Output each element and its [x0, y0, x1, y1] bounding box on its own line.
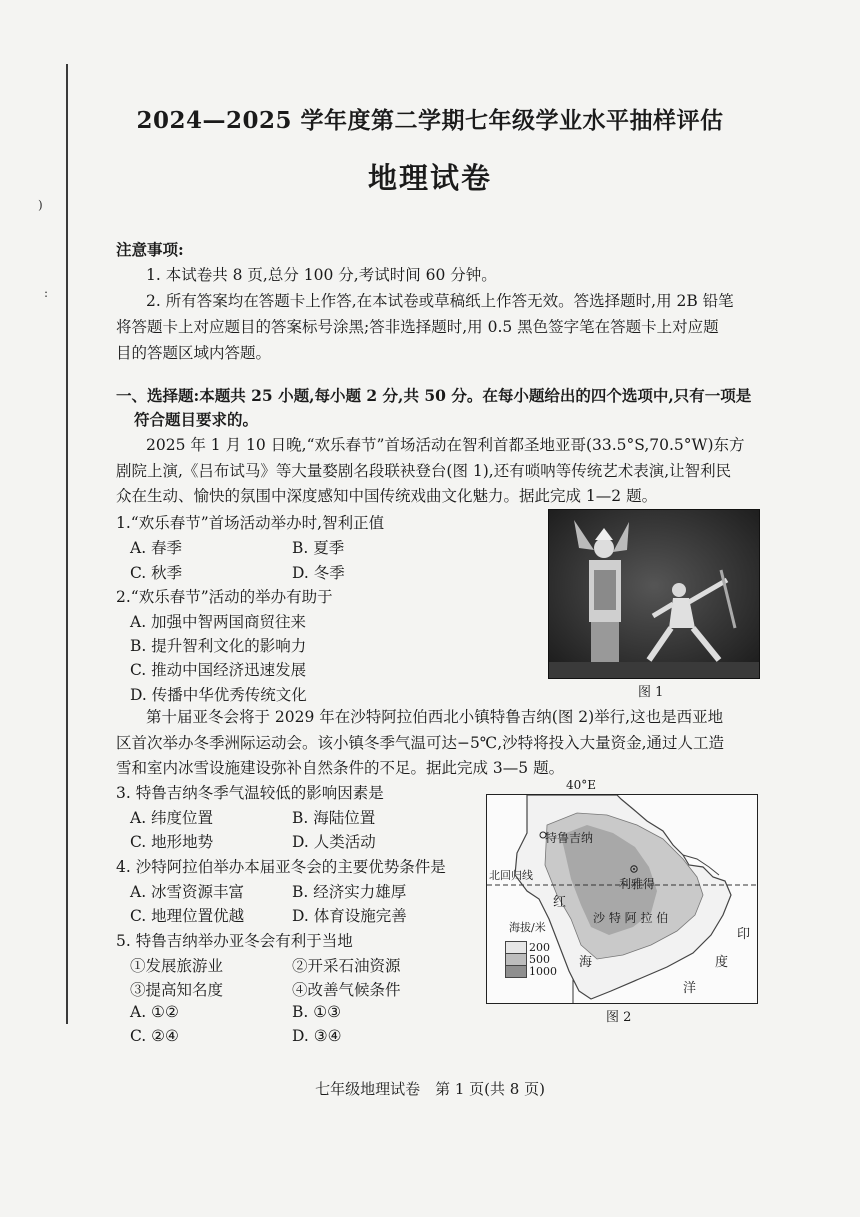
section-heading-cont: 符合题目要求的。: [134, 410, 259, 429]
passage-1-cont: 众在生动、愉快的氛围中深度感知中国传统戏曲文化魅力。据此完成 1—2 题。: [116, 487, 658, 505]
exam-subject: 地理试卷: [367, 161, 492, 195]
question-4-stem: 4. 沙特阿拉伯举办本届亚冬会的主要优势条件是: [116, 858, 446, 876]
question-5-option-a: A. ①②: [130, 1003, 179, 1021]
question-5-item-1: ①发展旅游业: [130, 957, 224, 975]
page-footer: 七年级地理试卷 第 1 页(共 8 页): [315, 1080, 545, 1098]
notice-heading: 注意事项:: [116, 240, 184, 259]
question-5-stem: 5. 特鲁吉纳举办亚冬会有利于当地: [116, 932, 353, 950]
question-5-item-2: ②开采石油资源: [292, 957, 401, 975]
question-4-option-c: C. 地理位置优越: [130, 907, 245, 925]
map-label-indian-ocean: 洋: [683, 981, 697, 996]
map-label-indian-ocean: 度: [715, 955, 729, 970]
question-1-option-a: A. 春季: [130, 539, 183, 557]
map-longitude-label: 40°E: [566, 778, 597, 792]
section-heading: 一、选择题:本题共 25 小题,每小题 2 分,共 50 分。在每小题给出的四个选项中,只有一项是: [116, 386, 752, 405]
map-label-indian-ocean: 印: [737, 927, 751, 942]
figure-2-caption: 图 2: [606, 1010, 632, 1025]
question-4-option-a: A. 冰雪资源丰富: [130, 883, 245, 901]
question-1-option-c: C. 秋季: [130, 564, 183, 582]
question-5-item-4: ④改善气候条件: [292, 981, 401, 999]
passage-2-cont: 区首次举办冬季洲际运动会。该小镇冬季气温可达−5℃,沙特将投入大量资金,通过人工造: [116, 734, 725, 752]
question-3-stem: 3. 特鲁吉纳冬季气温较低的影响因素是: [116, 784, 384, 802]
passage-1-cont: 剧院上演,《吕布试马》等大量婺剧名段联袂登台(图 1),还有唢呐等传统艺术表演,让智利民: [116, 462, 732, 480]
margin-mark: :: [44, 286, 49, 300]
question-2-option-d: D. 传播中华优秀传统文化: [130, 686, 307, 704]
question-1-option-b: B. 夏季: [292, 539, 345, 557]
passage-2-cont: 雪和室内冰雪设施建设弥补自然条件的不足。据此完成 3—5 题。: [116, 759, 565, 777]
question-3-option-a: A. 纬度位置: [130, 809, 214, 827]
question-2-option-b: B. 提升智利文化的影响力: [130, 637, 307, 655]
question-5-option-c: C. ②④: [130, 1027, 179, 1045]
question-3-option-c: C. 地形地势: [130, 833, 214, 851]
question-5-item-3: ③提高知名度: [130, 981, 224, 999]
opera-performers-image: [549, 510, 759, 678]
notice-item-2: 2. 所有答案均在答题卡上作答,在本试卷或草稿纸上作答无效。答选择题时,用 2B 铅笔: [146, 292, 734, 310]
question-3-option-d: D. 人类活动: [292, 833, 376, 851]
map-label-red-sea: 海: [579, 955, 593, 970]
question-1-option-d: D. 冬季: [292, 564, 345, 582]
binding-margin-line: [66, 64, 68, 1024]
question-4-option-d: D. 体育设施完善: [292, 907, 407, 925]
margin-mark: ): [38, 198, 43, 212]
legend-label-200: 200: [529, 941, 550, 954]
question-4-option-b: B. 经济实力雄厚: [292, 883, 407, 901]
map-legend-title: 海拔/米: [509, 921, 546, 934]
question-2-stem: 2.“欢乐春节”活动的举办有助于: [116, 588, 333, 606]
saudi-arabia-map: [487, 795, 757, 1003]
legend-label-500: 500: [529, 953, 550, 966]
question-2-option-c: C. 推动中国经济迅速发展: [130, 661, 307, 679]
map-label-capital: 利雅得: [619, 877, 656, 891]
map-label-red-sea: 红: [553, 895, 567, 910]
question-5-option-b: B. ①③: [292, 1003, 342, 1021]
map-label-town: 特鲁吉纳: [545, 831, 594, 845]
question-3-option-b: B. 海陆位置: [292, 809, 376, 827]
notice-item-1: 1. 本试卷共 8 页,总分 100 分,考试时间 60 分钟。: [146, 266, 497, 284]
exam-title: 2024—2025 学年度第二学期七年级学业水平抽样评估: [136, 107, 724, 134]
question-5-option-d: D. ③④: [292, 1027, 342, 1045]
passage-1: 2025 年 1 月 10 日晚,“欢乐春节”首场活动在智利首都圣地亚哥(33.5°S,70.5°W)东方: [146, 436, 745, 454]
passage-2: 第十届亚冬会将于 2029 年在沙特阿拉伯西北小镇特鲁吉纳(图 2)举行,这也是西亚地: [146, 708, 724, 726]
question-1-stem: 1.“欢乐春节”首场活动举办时,智利正值: [116, 514, 385, 532]
notice-item-2-cont: 目的答题区域内答题。: [116, 344, 272, 362]
figure-1-opera-photo: [548, 509, 760, 679]
legend-label-1000: 1000: [529, 965, 557, 978]
notice-item-2-cont: 将答题卡上对应题目的答案标号涂黑;答非选择题时,用 0.5 黑色签字笔在答题卡上对应题: [116, 318, 719, 336]
question-2-option-a: A. 加强中智两国商贸往来: [130, 613, 307, 631]
map-label-country: 沙 特 阿 拉 伯: [593, 911, 669, 925]
legend-swatch-high: [505, 965, 527, 978]
map-label-tropic: 北回归线: [489, 869, 533, 882]
figure-2-saudi-map: [486, 794, 758, 1004]
figure-1-caption: 图 1: [638, 685, 664, 700]
